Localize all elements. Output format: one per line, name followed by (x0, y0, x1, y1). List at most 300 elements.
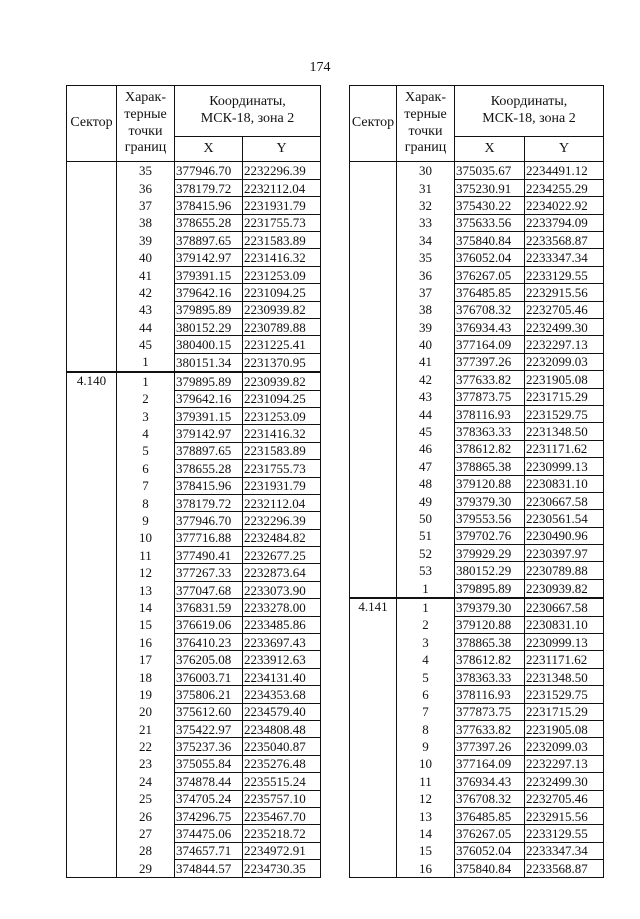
point-number: 51 (397, 527, 455, 544)
sector-cell (350, 353, 397, 370)
point-number: 43 (117, 301, 175, 318)
coord-y: 2233347.34 (525, 842, 604, 859)
coord-y: 2233568.87 (525, 232, 604, 249)
coord-y: 2232499.30 (525, 319, 604, 336)
table-row (67, 197, 321, 214)
coord-x: 379120.88 (455, 475, 525, 492)
coord-x: 378897.65 (175, 442, 243, 459)
point-number: 41 (397, 353, 455, 370)
point-number: 22 (117, 738, 175, 755)
header-points-line: точки (128, 123, 163, 139)
coord-x: 377873.75 (455, 388, 525, 405)
coord-x: 375806.21 (175, 686, 243, 703)
point-number: 48 (397, 475, 455, 492)
table-row (67, 232, 321, 249)
header-x: X (175, 137, 243, 162)
sector-cell (350, 545, 397, 562)
coord-y: 2234579.40 (243, 703, 321, 720)
header-points (117, 86, 175, 162)
coord-x: 374657.71 (175, 842, 243, 859)
sector-cell (350, 284, 397, 301)
sector-cell (67, 686, 117, 703)
sector-cell (67, 529, 117, 546)
coord-y: 2234808.48 (243, 721, 321, 738)
sector-cell (67, 790, 117, 807)
coord-x: 378179.72 (175, 179, 243, 196)
sector-cell (350, 651, 397, 668)
table-row (67, 860, 321, 878)
table-row (350, 214, 604, 231)
point-number: 11 (397, 773, 455, 790)
coord-x: 378363.33 (455, 423, 525, 440)
sector-cell (67, 616, 117, 633)
point-number: 14 (117, 599, 175, 616)
point-number: 1 (397, 598, 455, 616)
coord-y: 2230939.82 (525, 579, 604, 597)
sector-cell (350, 686, 397, 703)
table-row (67, 599, 321, 616)
header-points-line: границ (404, 140, 447, 156)
coord-y: 2231755.73 (243, 214, 321, 231)
coord-y: 2230939.82 (243, 301, 321, 318)
sector-cell (350, 405, 397, 422)
table-row (350, 266, 604, 283)
point-number: 6 (397, 686, 455, 703)
table-row (67, 807, 321, 824)
point-number: 2 (397, 616, 455, 633)
table-row (67, 372, 321, 390)
table-row (350, 405, 604, 422)
table-row (67, 477, 321, 494)
point-number: 43 (397, 388, 455, 405)
coord-x: 378865.38 (455, 458, 525, 475)
table-row (67, 301, 321, 318)
coord-x: 377164.09 (455, 755, 525, 772)
table-row (67, 703, 321, 720)
sector-cell (67, 425, 117, 442)
coord-y: 2230397.97 (525, 545, 604, 562)
table-row (67, 755, 321, 772)
point-number: 11 (117, 547, 175, 564)
table-row (350, 773, 604, 790)
coord-y: 2231370.95 (243, 353, 321, 371)
coord-y: 2230667.58 (525, 598, 604, 616)
table-row (350, 353, 604, 370)
point-number: 8 (117, 494, 175, 511)
sector-cell (350, 527, 397, 544)
sector-cell (67, 738, 117, 755)
table-row (67, 686, 321, 703)
header-points-line: Харак- (124, 90, 166, 106)
table-row (350, 336, 604, 353)
header-x: X (455, 137, 525, 162)
sector-cell (67, 179, 117, 196)
sector-cell (350, 860, 397, 878)
coord-x: 379391.15 (175, 407, 243, 424)
coord-x: 375840.84 (455, 860, 525, 878)
sector-cell (67, 547, 117, 564)
table-row (67, 651, 321, 668)
table-row (67, 616, 321, 633)
point-number: 8 (397, 721, 455, 738)
table-row (67, 494, 321, 511)
coord-x: 377047.68 (175, 581, 243, 598)
coord-y: 2232296.39 (243, 162, 321, 180)
coord-y: 2232915.56 (525, 284, 604, 301)
sector-cell (67, 232, 117, 249)
sector-cell (67, 755, 117, 772)
coord-y: 2231529.75 (525, 686, 604, 703)
sector-cell (350, 616, 397, 633)
point-number: 10 (397, 755, 455, 772)
coord-x: 375422.97 (175, 721, 243, 738)
coord-y: 2232484.82 (243, 529, 321, 546)
table-row (67, 790, 321, 807)
sector-cell (350, 579, 397, 597)
sector-cell (67, 599, 117, 616)
point-number: 7 (397, 703, 455, 720)
header-coordinates (455, 86, 604, 137)
point-number: 1 (397, 579, 455, 597)
sector-cell (67, 460, 117, 477)
header-coordinates (175, 86, 321, 137)
point-number: 39 (397, 319, 455, 336)
sector-cell (350, 755, 397, 772)
point-number: 37 (117, 197, 175, 214)
coord-x: 376485.85 (455, 807, 525, 824)
table-row (350, 738, 604, 755)
coord-x: 374296.75 (175, 807, 243, 824)
point-number: 7 (117, 477, 175, 494)
point-number: 49 (397, 492, 455, 509)
coord-y: 2231094.25 (243, 284, 321, 301)
table-row (67, 336, 321, 353)
coord-x: 375612.60 (175, 703, 243, 720)
coord-x: 376410.23 (175, 634, 243, 651)
coord-x: 378363.33 (455, 668, 525, 685)
coord-x: 376052.04 (455, 249, 525, 266)
point-number: 38 (117, 214, 175, 231)
coord-y: 2231225.41 (243, 336, 321, 353)
sector-cell (67, 390, 117, 407)
sector-cell (67, 319, 117, 336)
table-row (350, 598, 604, 616)
point-number: 32 (397, 197, 455, 214)
coord-x: 380152.29 (455, 562, 525, 579)
coord-y: 2235515.24 (243, 773, 321, 790)
coord-x: 379379.30 (455, 598, 525, 616)
point-number: 42 (117, 284, 175, 301)
table-row (350, 440, 604, 457)
coord-x: 379142.97 (175, 249, 243, 266)
table-row (67, 319, 321, 336)
point-number: 40 (397, 336, 455, 353)
coord-y: 2234972.91 (243, 842, 321, 859)
coord-x: 378415.96 (175, 197, 243, 214)
table-row (350, 319, 604, 336)
coord-y: 2231253.09 (243, 266, 321, 283)
table-row (67, 162, 321, 180)
point-number: 16 (397, 860, 455, 878)
table-row (350, 458, 604, 475)
point-number: 18 (117, 668, 175, 685)
coord-x: 378655.28 (175, 460, 243, 477)
coord-y: 2231905.08 (525, 371, 604, 388)
sector-cell (350, 232, 397, 249)
table-row (350, 755, 604, 772)
point-number: 36 (117, 179, 175, 196)
coord-y: 2232677.25 (243, 547, 321, 564)
sector-cell (350, 440, 397, 457)
sector-cell (350, 721, 397, 738)
sector-cell (67, 825, 117, 842)
table-row (67, 284, 321, 301)
page-number: 174 (309, 60, 331, 75)
table-row (350, 562, 604, 579)
header-points-line: точки (408, 123, 443, 139)
sector-cell (67, 842, 117, 859)
sector-cell (67, 668, 117, 685)
coord-y: 2231715.29 (525, 703, 604, 720)
coord-x: 376205.08 (175, 651, 243, 668)
sector-cell (67, 494, 117, 511)
coord-y: 2234353.68 (243, 686, 321, 703)
coord-x: 375035.67 (455, 162, 525, 180)
point-number: 21 (117, 721, 175, 738)
coord-x: 376052.04 (455, 842, 525, 859)
table-row (350, 651, 604, 668)
table-row (350, 860, 604, 878)
table-row (67, 581, 321, 598)
sector-cell (67, 564, 117, 581)
sector-cell (67, 266, 117, 283)
coord-y: 2231931.79 (243, 197, 321, 214)
coord-x: 376485.85 (455, 284, 525, 301)
table-row (350, 510, 604, 527)
coord-y: 2234022.92 (525, 197, 604, 214)
coord-x: 378415.96 (175, 477, 243, 494)
table-row (350, 634, 604, 651)
coord-x: 375230.91 (455, 179, 525, 196)
point-number: 45 (397, 423, 455, 440)
point-number: 52 (397, 545, 455, 562)
coord-y: 2230561.54 (525, 510, 604, 527)
point-number: 25 (117, 790, 175, 807)
coord-y: 2232297.13 (525, 755, 604, 772)
sector-cell (350, 336, 397, 353)
table-row (350, 232, 604, 249)
sector-cell (350, 492, 397, 509)
table-row (350, 284, 604, 301)
sector-cell (67, 162, 117, 180)
coord-y: 2233697.43 (243, 634, 321, 651)
coord-y: 2232112.04 (243, 494, 321, 511)
coord-y: 2231715.29 (525, 388, 604, 405)
coord-y: 2232296.39 (243, 512, 321, 529)
table-row (67, 179, 321, 196)
header-points-line: терные (124, 106, 167, 122)
coord-y: 2231755.73 (243, 460, 321, 477)
coord-x: 379379.30 (455, 492, 525, 509)
point-number: 4 (117, 425, 175, 442)
point-number: 40 (117, 249, 175, 266)
coord-y: 2231905.08 (525, 721, 604, 738)
table-row (350, 388, 604, 405)
coord-x: 376934.43 (455, 319, 525, 336)
coord-y: 2231171.62 (525, 440, 604, 457)
point-number: 15 (117, 616, 175, 633)
coord-x: 377946.70 (175, 162, 243, 180)
coord-x: 377397.26 (455, 353, 525, 370)
point-number: 53 (397, 562, 455, 579)
sector-cell (67, 249, 117, 266)
coord-y: 2231348.50 (525, 668, 604, 685)
coord-y: 2234730.35 (243, 860, 321, 878)
coord-x: 374705.24 (175, 790, 243, 807)
coord-y: 2235218.72 (243, 825, 321, 842)
header-points-line: границ (124, 140, 167, 156)
point-number: 26 (117, 807, 175, 824)
table-row (67, 353, 321, 371)
coord-y: 2231416.32 (243, 249, 321, 266)
sector-cell (67, 721, 117, 738)
sector-cell (350, 197, 397, 214)
coord-y: 2235757.10 (243, 790, 321, 807)
point-number: 39 (117, 232, 175, 249)
table-row (67, 825, 321, 842)
point-number: 36 (397, 266, 455, 283)
coord-x: 376831.59 (175, 599, 243, 616)
coord-y: 2234255.29 (525, 179, 604, 196)
coord-y: 2234491.12 (525, 162, 604, 180)
coord-x: 376708.32 (455, 790, 525, 807)
table-row (350, 423, 604, 440)
point-number: 46 (397, 440, 455, 457)
table-row (67, 668, 321, 685)
coord-x: 376267.05 (455, 266, 525, 283)
header-points-line: терные (404, 106, 447, 122)
point-number: 35 (117, 162, 175, 180)
coord-x: 376934.43 (455, 773, 525, 790)
sector-cell (67, 860, 117, 878)
table-row (350, 790, 604, 807)
sector-cell (67, 477, 117, 494)
header-sector: Сектор (350, 86, 397, 162)
coord-y: 2232099.03 (525, 738, 604, 755)
coord-x: 378179.72 (175, 494, 243, 511)
coord-x: 379642.16 (175, 284, 243, 301)
right-coordinates-table (349, 85, 604, 878)
coord-x: 376708.32 (455, 301, 525, 318)
coord-y: 2233794.09 (525, 214, 604, 231)
coord-x: 375840.84 (455, 232, 525, 249)
sector-cell (67, 807, 117, 824)
coord-x: 380400.15 (175, 336, 243, 353)
sector-cell (67, 512, 117, 529)
sector-cell (350, 562, 397, 579)
table-row (67, 390, 321, 407)
coord-y: 2230789.88 (243, 319, 321, 336)
header-y: Y (243, 137, 321, 162)
table-row (67, 547, 321, 564)
coord-x: 374475.06 (175, 825, 243, 842)
table-row (350, 616, 604, 633)
point-number: 30 (397, 162, 455, 180)
coord-y: 2230789.88 (525, 562, 604, 579)
point-number: 50 (397, 510, 455, 527)
header-coordinates-line: Координаты, (490, 94, 568, 110)
coord-x: 377267.33 (175, 564, 243, 581)
table-row (67, 214, 321, 231)
coord-y: 2230831.10 (525, 475, 604, 492)
table-row (350, 179, 604, 196)
sector-cell (67, 197, 117, 214)
point-number: 34 (397, 232, 455, 249)
sector-cell (67, 703, 117, 720)
coord-y: 2235276.48 (243, 755, 321, 772)
sector-cell (350, 842, 397, 859)
coord-y: 2230831.10 (525, 616, 604, 633)
table-row (67, 773, 321, 790)
coord-x: 376003.71 (175, 668, 243, 685)
coord-x: 379895.89 (175, 372, 243, 390)
point-number: 10 (117, 529, 175, 546)
sector-cell (350, 423, 397, 440)
sector-cell (350, 179, 397, 196)
sector-cell (67, 581, 117, 598)
point-number: 3 (117, 407, 175, 424)
point-number: 45 (117, 336, 175, 353)
table-row (350, 842, 604, 859)
sector-cell (350, 738, 397, 755)
coord-y: 2231348.50 (525, 423, 604, 440)
coord-y: 2235467.70 (243, 807, 321, 824)
table-row (67, 842, 321, 859)
point-number: 19 (117, 686, 175, 703)
table-row (67, 425, 321, 442)
coord-y: 2233073.90 (243, 581, 321, 598)
coord-y: 2231094.25 (243, 390, 321, 407)
coord-y: 2230667.58 (525, 492, 604, 509)
coord-y: 2232705.46 (525, 301, 604, 318)
point-number: 44 (397, 405, 455, 422)
point-number: 28 (117, 842, 175, 859)
sector-cell (350, 266, 397, 283)
sector-cell (350, 773, 397, 790)
table-row (350, 527, 604, 544)
sector-cell (67, 284, 117, 301)
coord-y: 2230999.13 (525, 458, 604, 475)
coord-x: 374878.44 (175, 773, 243, 790)
coord-x: 375633.56 (455, 214, 525, 231)
header-coordinates-line: Координаты, (209, 94, 286, 110)
table-body (350, 162, 604, 878)
coord-y: 2232112.04 (243, 179, 321, 196)
table-row (350, 249, 604, 266)
sector-cell (350, 388, 397, 405)
sector-cell (350, 510, 397, 527)
sector-cell (350, 807, 397, 824)
table-row (350, 545, 604, 562)
point-number: 47 (397, 458, 455, 475)
table-row (67, 634, 321, 651)
table-row (67, 442, 321, 459)
table-row (350, 162, 604, 180)
header-coordinates-line: МСК-18, зона 2 (200, 111, 295, 126)
coord-x: 374844.57 (175, 860, 243, 878)
table-row (350, 668, 604, 685)
sector-label: 4.141 (350, 598, 397, 616)
